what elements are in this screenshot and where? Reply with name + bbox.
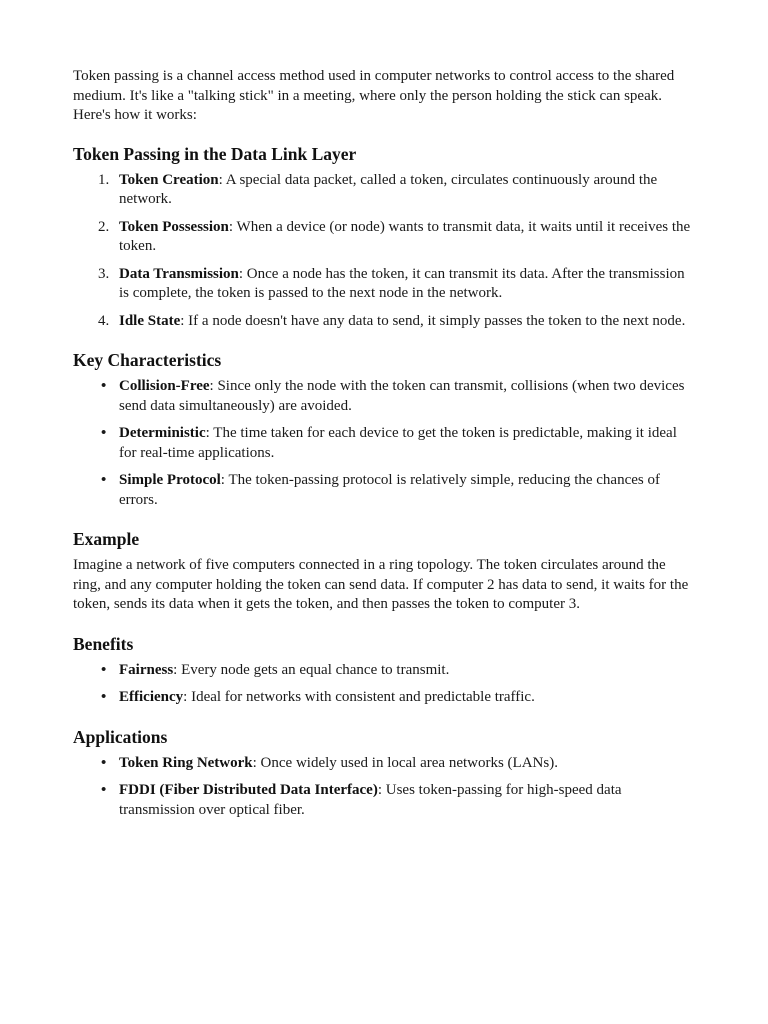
list-item-term: Data Transmission <box>119 265 239 282</box>
list-item-text: : Once a node has the token, it can transmit its data. After the transmission is complete, the token is passed to the next node in the network. <box>119 265 685 301</box>
bullet-icon: • <box>101 378 107 394</box>
list-item <box>101 424 695 463</box>
list-item-term: Token Possession <box>119 218 229 235</box>
bullet-icon: • <box>101 689 107 705</box>
list-item <box>101 688 695 708</box>
list-item-text: : A special data packet, called a token, circulates continuously around the network. <box>119 171 658 207</box>
list-item <box>101 661 695 681</box>
list-item-text: : When a device (or node) wants to transmit data, it waits until it receives the token. <box>119 218 691 254</box>
list-item-text: : Ideal for networks with consistent and predictable traffic. <box>183 689 535 705</box>
list-item-term: Simple Protocol <box>119 472 221 488</box>
benefits-list <box>73 661 695 708</box>
list-item-text: : Every node gets an equal chance to transmit. <box>173 661 450 678</box>
list-item <box>101 781 695 820</box>
bullet-icon: • <box>101 782 107 798</box>
list-number: 3. <box>98 265 110 282</box>
list-item-term: Idle State <box>119 312 181 329</box>
bullet-icon: • <box>101 754 107 771</box>
section-heading-data-link-layer: Token Passing in the Data Link Layer <box>73 143 357 164</box>
list-item <box>101 754 695 774</box>
section-heading-applications: Applications <box>73 726 168 747</box>
list-item-term: Collision-Free <box>119 378 210 394</box>
section-heading-benefits: Benefits <box>73 633 134 654</box>
list-item-text: : Once widely used in local area networks (LANs). <box>252 754 558 771</box>
list-item-text: : Since only the node with the token can transmit, collisions (when two devices send data simultaneously) are avoided. <box>119 378 685 414</box>
list-item <box>98 312 695 332</box>
intro-paragraph: Token passing is a channel access method used in computer networks to control access to the shared medium. It's like a "talking stick" in a meeting, where only the person holding the stick can speak. Here's how it works: <box>73 68 675 123</box>
list-number: 4. <box>98 312 110 329</box>
list-item-term: Token Ring Network <box>119 754 253 771</box>
list-item-term: Efficiency <box>119 689 184 705</box>
bullet-icon: • <box>101 472 107 488</box>
list-item <box>101 471 695 510</box>
token-steps-list <box>73 171 695 332</box>
list-item-text: : The time taken for each device to get the token is predictable, making it ideal for real-time applications. <box>119 425 677 461</box>
list-item-text: : Uses token-passing for high-speed data transmission over optical fiber. <box>119 782 622 818</box>
bullet-icon: • <box>101 425 107 441</box>
section-heading-key-characteristics: Key Characteristics <box>73 350 222 370</box>
list-item <box>101 377 695 416</box>
example-paragraph: Imagine a network of five computers connected in a ring topology. The token circulates around the ring, and any computer holding the token can send data. If computer 2 has data to send, it waits for the token, sends its data when it gets the token, and then passes the token to computer 3. <box>73 557 689 612</box>
list-item-text: : If a node doesn't have any data to send, it simply passes the token to the next node. <box>180 312 686 329</box>
applications-list <box>73 754 695 821</box>
list-item-term: Fairness <box>119 661 174 678</box>
section-heading-example: Example <box>73 529 140 549</box>
list-item-term: FDDI (Fiber Distributed Data Interface) <box>119 782 378 798</box>
list-number: 1. <box>98 171 110 188</box>
list-item-text: : The token-passing protocol is relatively simple, reducing the chances of errors. <box>119 472 660 508</box>
characteristics-list <box>73 377 695 510</box>
list-number: 2. <box>98 218 110 235</box>
bullet-icon: • <box>101 661 107 678</box>
list-item-term: Deterministic <box>119 425 206 441</box>
list-item <box>98 265 695 304</box>
list-item <box>98 171 695 210</box>
list-item-term: Token Creation <box>119 171 219 188</box>
list-item <box>98 218 695 257</box>
